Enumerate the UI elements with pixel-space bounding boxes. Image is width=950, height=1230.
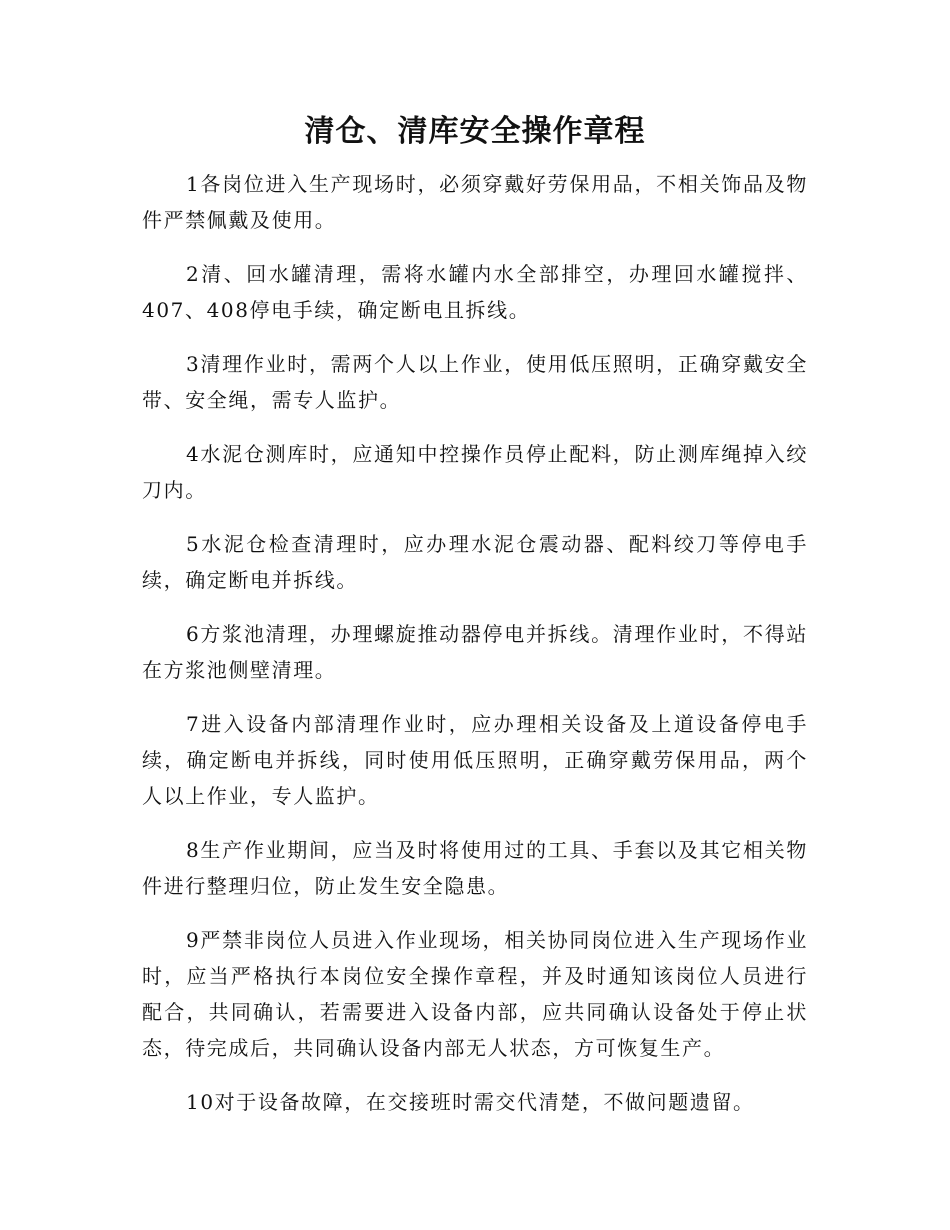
paragraph-4: 4水泥仓测库时，应通知中控操作员停止配料，防止测库绳掉入绞刀内。 <box>142 442 808 502</box>
paragraph-6: 6方浆池清理，办理螺旋推动器停电并拆线。清理作业时，不得站在方浆池侧壁清理。 <box>142 622 808 682</box>
paragraph-1: 1各岗位进入生产现场时，必须穿戴好劳保用品，不相关饰品及物件严禁佩戴及使用。 <box>142 172 808 232</box>
document-title: 清仓、清库安全操作章程 <box>304 114 646 149</box>
paragraph-7: 7进入设备内部清理作业时，应办理相关设备及上道设备停电手续，确定断电并拆线，同时使用低压照明，正确穿戴劳保用品，两个人以上作业，专人监护。 <box>142 712 808 808</box>
document-body <box>142 166 808 1138</box>
paragraph-3: 3清理作业时，需两个人以上作业，使用低压照明，正确穿戴安全带、安全绳，需专人监护。 <box>142 352 808 412</box>
paragraph-8: 8生产作业期间，应当及时将使用过的工具、手套以及其它相关物件进行整理归位，防止发生安全隐患。 <box>142 838 808 898</box>
paragraph-9: 9严禁非岗位人员进入作业现场，相关协同岗位进入生产现场作业时，应当严格执行本岗位安全操作章程，并及时通知该岗位人员进行配合，共同确认，若需要进入设备内部，应共同确认设备处于停止状态，待完成后，共同确认设备内部无人状态，方可恢复生产。 <box>142 928 808 1060</box>
paragraph-10: 10对于设备故障，在交接班时需交代清楚，不做问题遗留。 <box>186 1090 755 1114</box>
paragraph-5: 5水泥仓检查清理时，应办理水泥仓震动器、配料绞刀等停电手续，确定断电并拆线。 <box>142 532 808 592</box>
paragraph-2: 2清、回水罐清理，需将水罐内水全部排空，办理回水罐搅拌、407、408停电手续，确定断电且拆线。 <box>142 262 808 322</box>
